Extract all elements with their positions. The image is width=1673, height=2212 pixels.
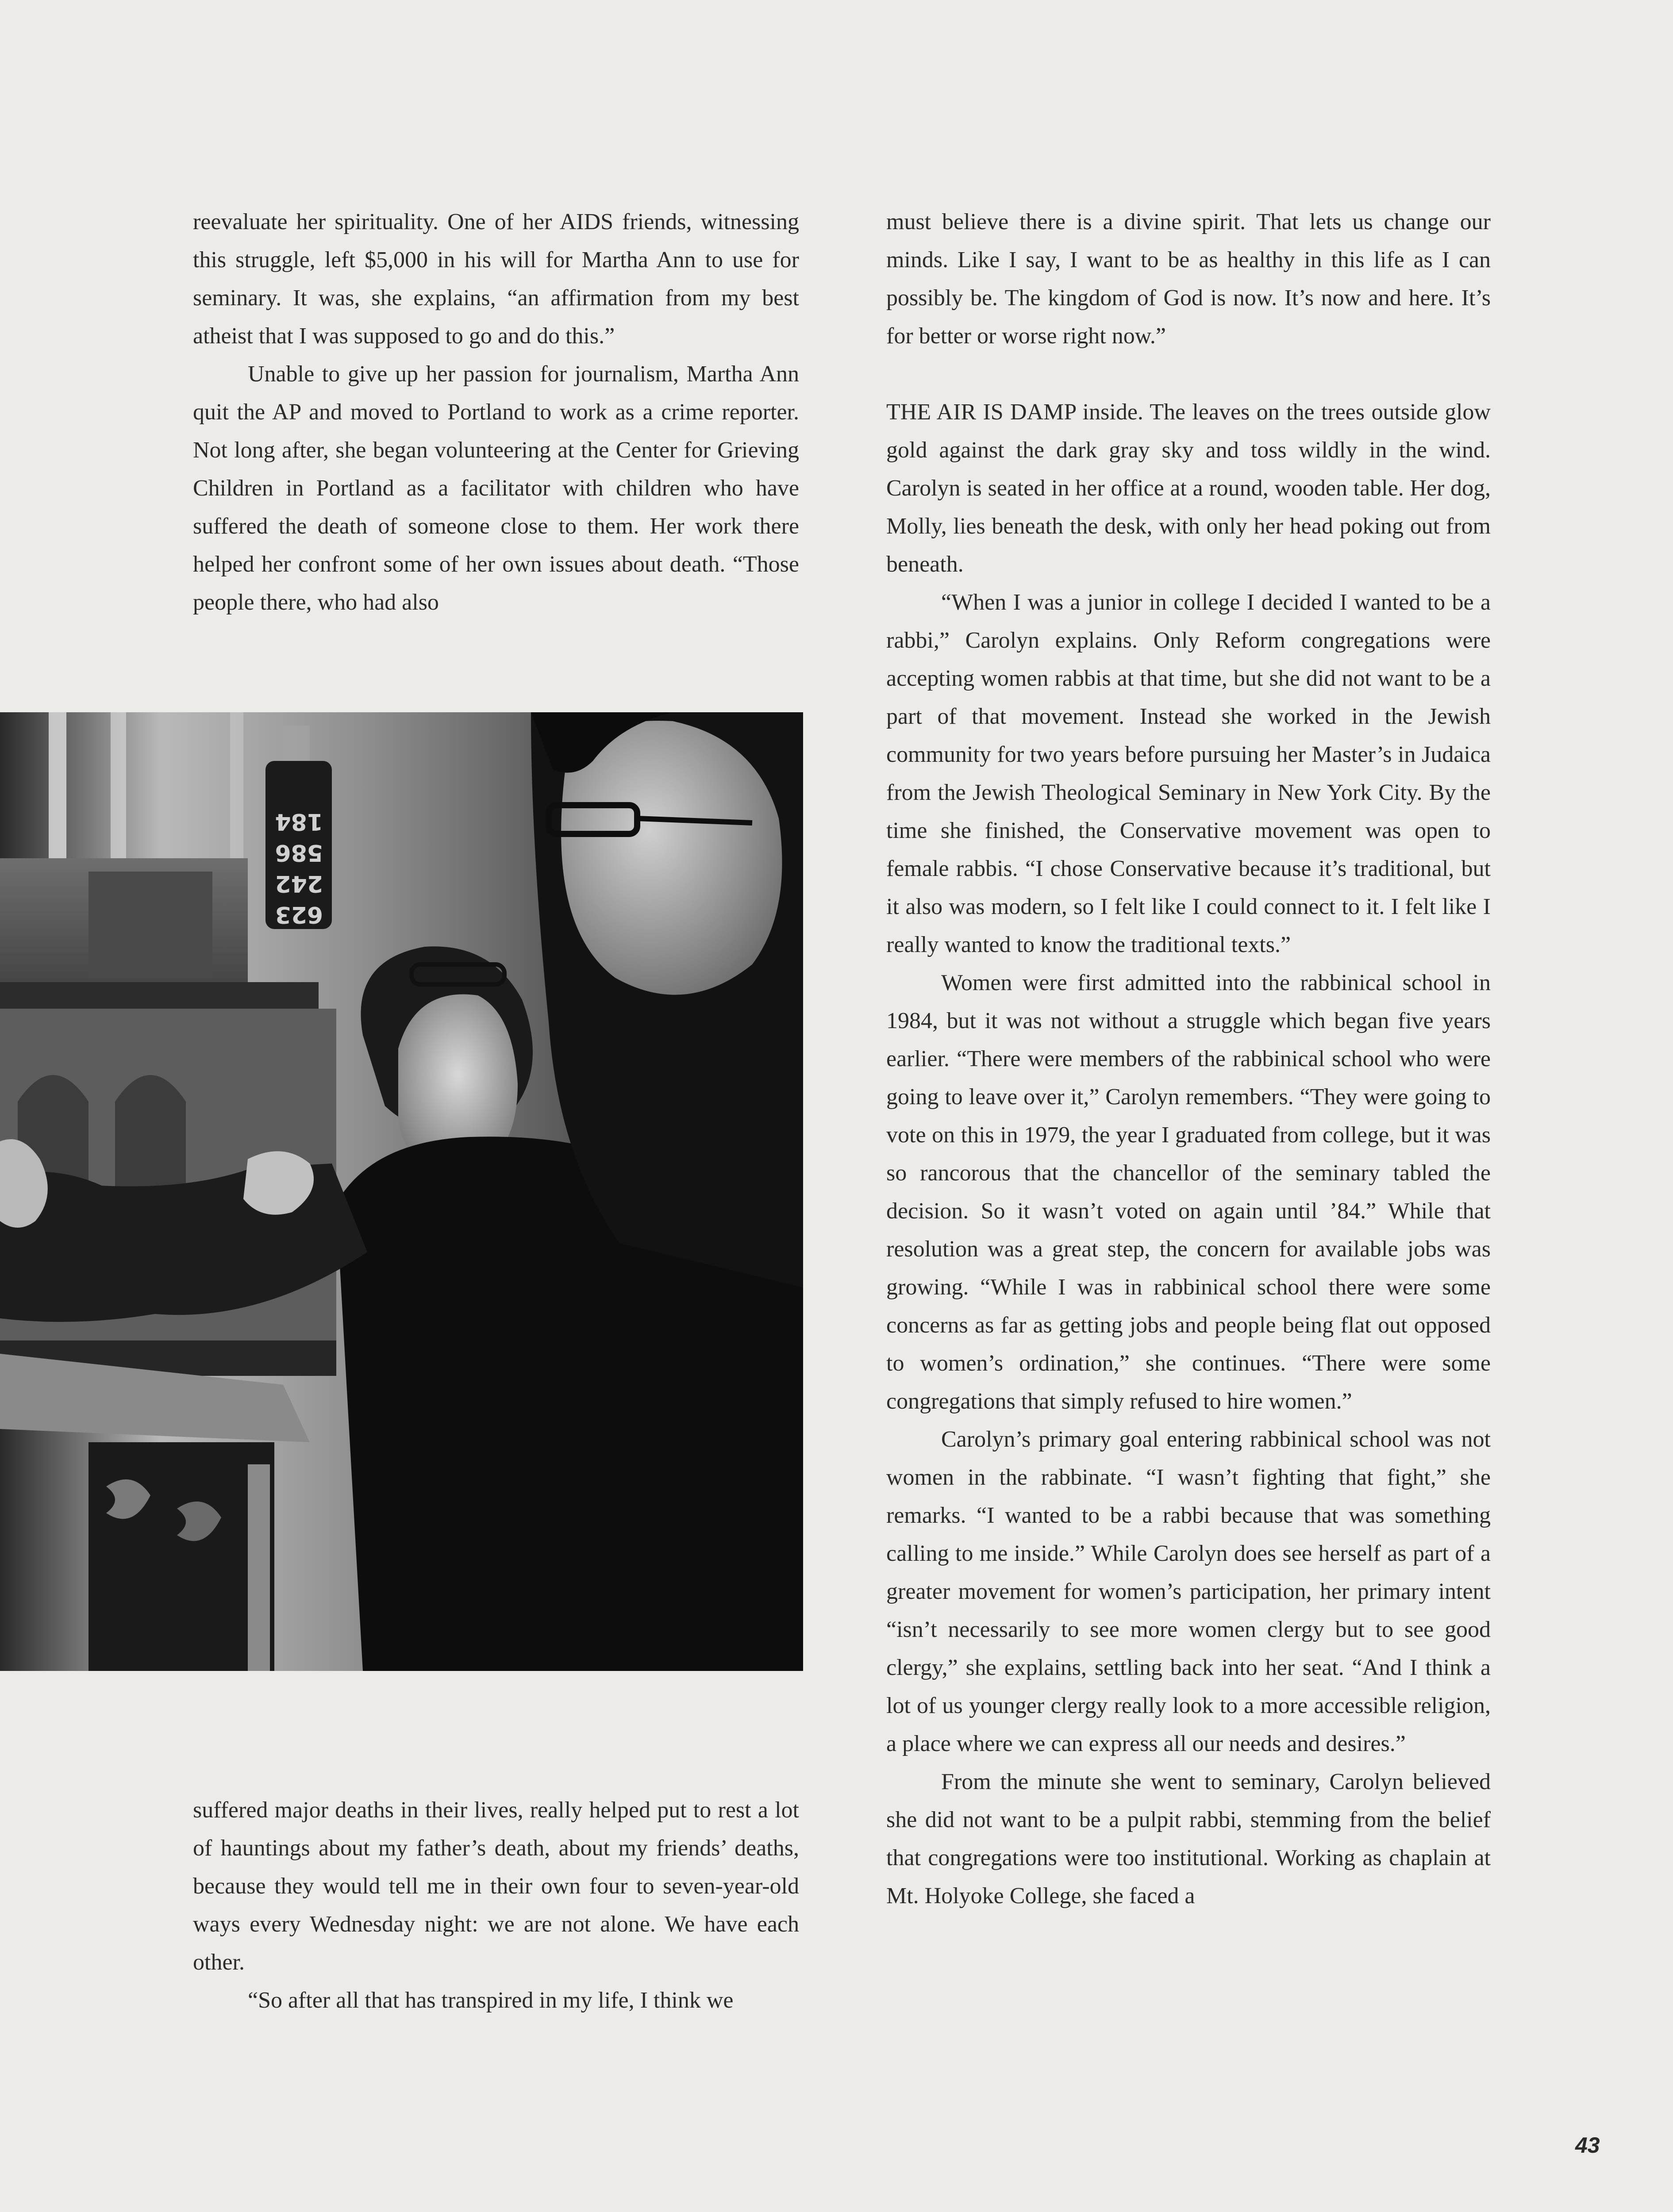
paragraph: Women were first admitted into the rabbinical school in 1984, but it was not without a struggle which began five years earlier. “There were members of the rabbinical school who were going to leave over it,” Carolyn remembers. “They were going to vote on this in 1979, the year I graduated from college, but it was so rancorous that the chancellor of the seminary tabled the decision. So it wasn’t voted on again until ’84.” While that resolution was a great step, the concern for available jobs was growing. “While I was in rabbinical school there were some concerns as far as getting jobs and people being flat out opposed to women’s ordination,” she continues. “There were some congregations that simply refused to hire women.” bbox=[886, 970, 1491, 1414]
left-column-bottom bbox=[193, 1791, 799, 2020]
board-number: 184 bbox=[275, 808, 323, 835]
paragraph: From the minute she went to seminary, Carolyn believed she did not want to be a pulpit rabbi, stemming from the belief that congregations were too institutional. Working as chaplain at Mt. Holyoke College, she faced a bbox=[886, 1769, 1491, 1909]
right-column bbox=[886, 203, 1491, 1915]
board-number: 242 bbox=[275, 870, 323, 897]
photo-illustration bbox=[0, 712, 803, 1671]
paragraph: Unable to give up her passion for journalism, Martha Ann quit the AP and moved to Portland to work as a crime reporter. Not long after, she began volunteering at the Center for Grieving Children in Portland as a facilitator with children who have suffered the death of someone close to them. Her work there helped her confront some of her own issues about death. “Those people there, who had also bbox=[193, 361, 799, 615]
board-number: 623 bbox=[275, 901, 323, 928]
paragraph: reevaluate her spirituality. One of her AIDS friends, witnessing this struggle, left $5,000 in his will for Martha Ann to use for seminary. It was, she explains, “an affirmation from my best atheist that I was supposed to go and do this.” bbox=[193, 209, 799, 349]
photo-synagogue-women bbox=[0, 712, 803, 1671]
paragraph: must believe there is a divine spirit. That lets us change our minds. Like I say, I want to be as healthy in this life as I can possibly be. The kingdom of God is now. It’s now and here. It’s for better or worse right now.” bbox=[886, 209, 1491, 349]
paragraph: “So after all that has transpired in my life, I think we bbox=[248, 1988, 734, 2013]
board-number: 586 bbox=[275, 839, 323, 866]
page-number: 43 bbox=[1575, 2133, 1600, 2158]
section-opening-paragraph: THE AIR IS DAMP inside. The leaves on the trees outside glow gold against the dark gray sky and toss wildly in the wind. Carolyn is seated in her office at a round, wooden table. Her dog, Molly, lies beneath the desk, with only her head poking out from beneath. bbox=[886, 399, 1491, 577]
paragraph: Carolyn’s primary goal entering rabbinical school was not women in the rabbinate. “I wasn’t fighting that fight,” she remarks. “I wanted to be a rabbi because that was something calling to me inside.” While Carolyn does see herself as part of a greater movement for women’s participation, her primary intent “isn’t necessarily to see more women clergy but to see good clergy,” she explains, settling back into her seat. “And I think a lot of us younger clergy really look to a more accessible religion, a place where we can express all our needs and desires.” bbox=[886, 1427, 1491, 1756]
left-column-top bbox=[193, 203, 799, 622]
paragraph: suffered major deaths in their lives, really helped put to rest a lot of hauntings about my father’s death, about my friends’ deaths, because they would tell me in their own four to seven-year-old ways every Wednesday night: we are not alone. We have each other. bbox=[193, 1797, 799, 1975]
paragraph: “When I was a junior in college I decided I wanted to be a rabbi,” Carolyn explains. Only Reform congregations were accepting women rabbis at that time, but she did not want to be a part of that movement. Instead she worked in the Jewish community for two years before pursuing her Master’s in Judaica from the Jewish Theological Seminary in New York City. By the time she finished, the Conservative movement was open to female rabbis. “I chose Conservative because it’s traditional, but it also was modern, so I felt like I could connect to it. I felt like I really wanted to know the traditional texts.” bbox=[886, 590, 1491, 957]
